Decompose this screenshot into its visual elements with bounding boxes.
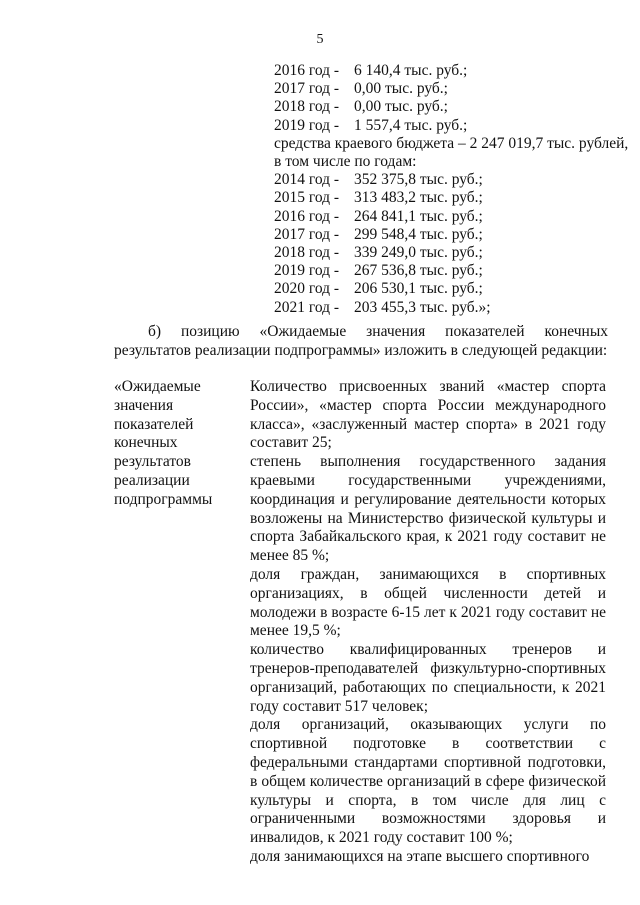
budget-row <box>274 280 622 298</box>
budget-year: 2021 год - <box>274 298 340 316</box>
budget-row <box>274 262 622 280</box>
position-label-line: значения <box>114 396 174 414</box>
budget-row <box>274 171 622 189</box>
budget-year: 2015 год - <box>274 189 340 207</box>
regional-budget-heading: средства краевого бюджета – 2 247 019,7 тыс. рублей, <box>274 134 629 152</box>
budget-year: 2018 год - <box>274 244 340 262</box>
budget-amount: 264 841,1 тыс. руб.; <box>354 207 483 225</box>
budget-amount: 206 530,1 тыс. руб.; <box>354 280 483 298</box>
budget-amount: 313 483,2 тыс. руб.; <box>354 189 483 207</box>
budget-amount: 339 249,0 тыс. руб.; <box>354 244 483 262</box>
budget-row <box>274 226 622 244</box>
indicator-item: доля граждан, занимающихся в спортивных организациях, в общей численности детей и молодежи в возрасте 6-15 лет к 2021 году составит не менее 19,5 %; <box>250 565 606 640</box>
budget-amount: 299 548,4 тыс. руб.; <box>354 225 483 243</box>
budget-year: 2014 год - <box>274 171 340 189</box>
budget-year: 2016 год - <box>274 62 340 79</box>
budget-row <box>274 98 622 116</box>
position-label-line: показателей <box>114 415 194 433</box>
position-label <box>114 378 234 510</box>
budget-amount: 203 455,3 тыс. руб.»; <box>354 298 491 316</box>
budget-row <box>274 299 622 317</box>
indicator-item: степень выполнения государственного задания краевыми государственными учреждениями, координация и регулирование деятельности которых возложены на Министерство физической культуры и спорта Забайкальского края, к 2021 году составит не менее 85 %; <box>250 453 606 565</box>
regional-budget-subheading: в том числе по годам: <box>274 153 417 171</box>
indicators-list <box>250 378 606 867</box>
budget-row <box>274 189 622 207</box>
indicator-item: доля занимающихся на этапе высшего спортивного <box>250 847 590 865</box>
budget-year: 2017 год - <box>274 225 340 243</box>
budget-row <box>274 62 622 80</box>
budget-year: 2019 год - <box>274 262 340 280</box>
budget-row <box>274 244 622 262</box>
indicator-item: доля организаций, оказывающих услуги по спортивной подготовке в соответствии с федеральными стандартами спортивной подготовки, в общем количестве организаций в сфере физической культуры и спорта, в том числе для лиц с ограниченными возможностями здоровья и инвалидов, к 2021 году составит 100 %; <box>250 716 606 847</box>
budget-year: 2016 год - <box>274 207 340 225</box>
page-number: 5 <box>316 32 324 47</box>
position-label-line: реализации <box>114 471 190 489</box>
position-label-line: результатов <box>114 453 191 471</box>
budget-block <box>274 62 629 317</box>
position-label-line: подпрограммы <box>114 490 213 508</box>
budget-row <box>274 80 622 98</box>
budget-row <box>274 208 622 226</box>
position-label-line: конечных <box>114 434 178 452</box>
budget-year: 2018 год - <box>274 98 340 116</box>
budget-amount: 352 375,8 тыс. руб.; <box>354 171 483 189</box>
budget-row <box>274 117 622 135</box>
budget-amount: 0,00 тыс. руб.; <box>354 98 448 116</box>
indicator-item: количество квалифицированных тренеров и тренеров-преподавателей физкультурно-спортивных организаций, работающих по специальности, к 2021 году составит 517 человек; <box>250 641 606 715</box>
budget-amount: 6 140,4 тыс. руб.; <box>354 62 468 79</box>
budget-year: 2017 год - <box>274 80 340 98</box>
budget-amount: 0,00 тыс. руб.; <box>354 80 448 98</box>
budget-amount: 1 557,4 тыс. руб.; <box>354 116 468 134</box>
budget-year: 2019 год - <box>274 116 340 134</box>
indicator-item: Количество присвоенных званий «мастер спорта России», «мастер спорта России международного класса», «заслуженный мастер спорта» в 2021 году составит 25; <box>250 378 606 452</box>
position-label-line: «Ожидаемые <box>114 378 201 395</box>
budget-year: 2020 год - <box>274 280 340 298</box>
budget-amount: 267 536,8 тыс. руб.; <box>354 262 483 280</box>
amendment-paragraph: б) позицию «Ожидаемые значения показателей конечных результатов реализации подпрограммы» изложить в следующей редакции: <box>114 323 608 359</box>
